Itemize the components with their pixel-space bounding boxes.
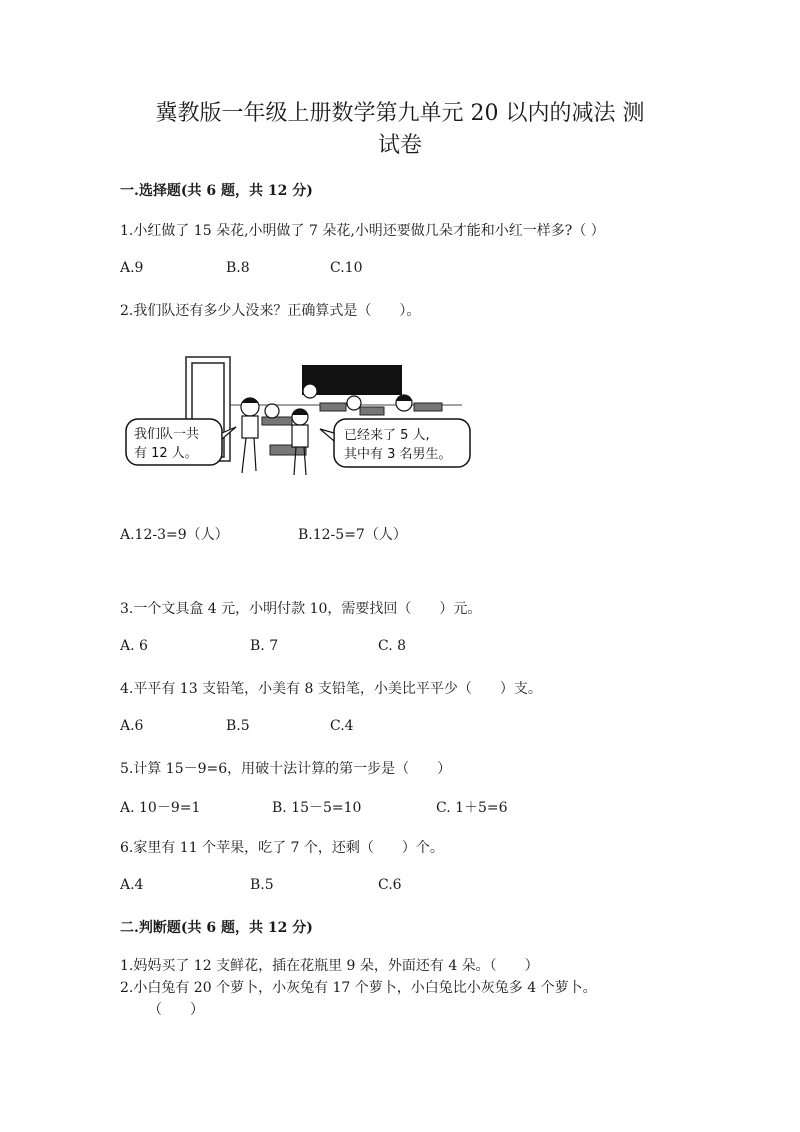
left-bubble-line-1: 我们队一共 (134, 427, 200, 442)
q1-option-a[interactable]: A.9 (120, 260, 144, 276)
q5-option-a[interactable]: A. 10－9=1 (120, 800, 201, 816)
q3-option-a[interactable]: A. 6 (120, 638, 148, 654)
question-5: 5.计算 15－9=6，用破十法计算的第一步是（ ） (120, 761, 452, 777)
classroom-illustration (122, 345, 472, 485)
title-line-2: 试卷 (377, 133, 422, 158)
q6-option-b[interactable]: B.5 (250, 877, 274, 893)
q6-option-a[interactable]: A.4 (120, 877, 144, 893)
question-1: 1.小红做了 15 朵花,小明做了 7 朵花,小明还要做几朵才能和小红一样多?（ ） (120, 223, 605, 239)
section-heading-choice: 一.选择题(共 6 题，共 12 分) (120, 183, 313, 199)
question-2: 2.我们队还有多少人没来？正确算式是（ ）。 (120, 303, 421, 319)
q1-option-b[interactable]: B.8 (226, 260, 250, 276)
q4-option-a[interactable]: A.6 (120, 718, 144, 734)
q2-option-b[interactable]: B.12-5=7（人） (298, 527, 407, 543)
question-6: 6.家里有 11 个苹果，吃了 7 个，还剩（ ）个。 (120, 840, 444, 856)
q1-option-c[interactable]: C.10 (330, 260, 363, 276)
question-4: 4.平平有 13 支铅笔，小美有 8 支铅笔，小美比平平少（ ）支。 (120, 681, 542, 697)
speech-bubble-left (126, 419, 236, 465)
judgement-item-2-blank[interactable]: （ ） (148, 1002, 204, 1018)
q4-option-c[interactable]: C.4 (330, 718, 354, 734)
q5-option-b[interactable]: B. 15－5=10 (272, 800, 362, 816)
q3-option-b[interactable]: B. 7 (250, 638, 279, 654)
question-3: 3.一个文具盒 4 元，小明付款 10，需要找回（ ）元。 (120, 601, 482, 617)
judgement-item-1: 1.妈妈买了 12 支鲜花，插在花瓶里 9 朵，外面还有 4 朵。（ ） (120, 958, 539, 974)
speech-bubble-right (320, 419, 470, 467)
q4-option-b[interactable]: B.5 (226, 718, 250, 734)
left-bubble-line-2: 有 12 人。 (134, 446, 198, 461)
right-bubble-line-2: 其中有 3 名男生。 (344, 447, 452, 462)
section-heading-judgement: 二.判断题(共 6 题，共 12 分) (120, 920, 313, 936)
q5-option-c[interactable]: C. 1＋5=6 (436, 800, 508, 816)
right-bubble-line-1: 已经来了 5 人, (344, 428, 430, 443)
q2-option-a[interactable]: A.12-3=9（人） (120, 527, 229, 543)
title-line-1: 冀教版一年级上册数学第九单元 20 以内的减法 测 (155, 101, 645, 126)
page-title (100, 98, 700, 162)
judgement-item-2: 2.小白兔有 20 个萝卜，小灰兔有 17 个萝卜，小白兔比小灰兔多 4 个萝卜。 (120, 980, 597, 996)
q6-option-c[interactable]: C.6 (378, 877, 402, 893)
q3-option-c[interactable]: C. 8 (378, 638, 407, 654)
